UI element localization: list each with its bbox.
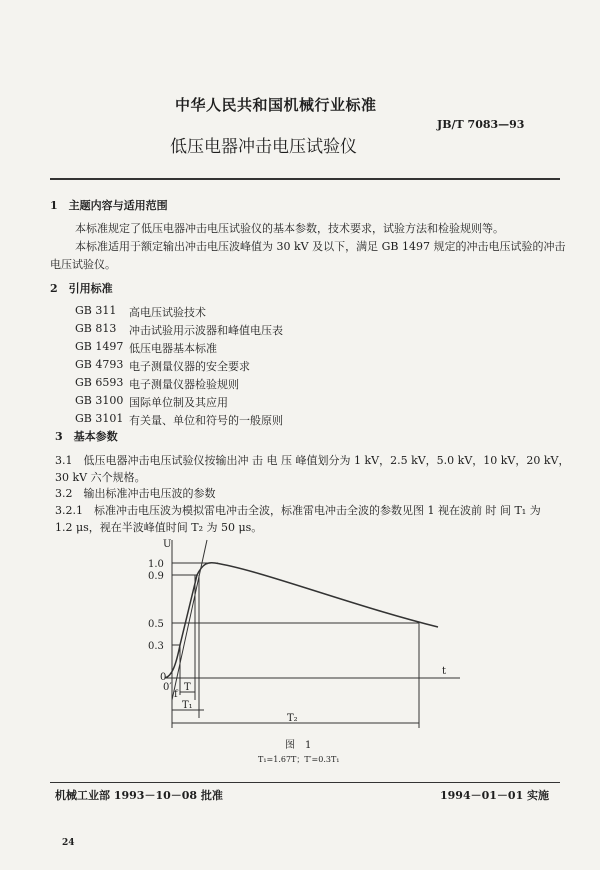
section-1-paragraph-1: 本标准规定了低压电器冲击电压试验仪的基本参数，技术要求，试验方法和检验规则等。 [75, 222, 504, 235]
impulse-curve [165, 563, 438, 678]
issuing-body: 中华人民共和国机械行业标准 [175, 96, 377, 114]
level-label-1.0: 1.0 [148, 559, 164, 570]
ref-code: GB 6593 [75, 376, 124, 389]
section-2-heading: 2 引用标准 [50, 282, 113, 295]
section-1-paragraph-2-cont: 电压试验仪。 [50, 258, 116, 271]
ref-title: 国际单位制及其应用 [129, 396, 228, 409]
f-label: f [174, 689, 178, 700]
clause-3-1: 3.1 低压电器冲击电压试验仪按输出冲 击 电 压 峰值划分为 1 kV，2.5 kV，5.0 kV，10 kV，20 kV， [55, 454, 570, 467]
ref-code: GB 4793 [75, 358, 124, 371]
ref-title: 有关量、单位和符号的一般原则 [129, 414, 283, 427]
document-title: 低压电器冲击电压试验仪 [170, 137, 357, 157]
section-1-heading: 1 主题内容与适用范围 [50, 199, 168, 212]
x-axis-label: t [442, 666, 447, 677]
clause-3-2-1: 3.2.1 标准冲击电压波为模拟雷电冲击全波，标准雷电冲击全波的参数见图 1 视在波前 时 间 T₁ 为 [55, 504, 541, 517]
ref-title: 冲击试验用示波器和峰值电压表 [129, 324, 283, 337]
figure-caption: 图 1 [285, 740, 312, 751]
t2-label: T₂ [287, 713, 298, 724]
t1-label: T₁ [182, 700, 193, 711]
origin-label: 0′ [163, 682, 172, 693]
y-axis-label: U [163, 539, 172, 550]
ref-code: GB 3100 [75, 394, 124, 407]
effective-date: 1994－01－01 实施 [440, 789, 550, 802]
section-3-heading: 3 基本参数 [55, 430, 118, 443]
standard-code: JB/T 7083—93 [437, 118, 525, 131]
page-number: 24 [62, 838, 75, 848]
level-label-0: 0 [160, 672, 167, 683]
t-label: T [184, 682, 191, 693]
ref-code: GB 813 [75, 322, 117, 335]
level-label-0.3: 0.3 [148, 641, 164, 652]
ref-code: GB 3101 [75, 412, 124, 425]
front-tangent-line [172, 540, 207, 700]
level-label-0.5: 0.5 [148, 619, 164, 630]
approval-date: 机械工业部 1993－10－08 批准 [55, 789, 223, 802]
clause-3-2: 3.2 输出标准冲击电压波的参数 [55, 487, 216, 500]
footer-divider [50, 782, 560, 783]
figure-formula: T₁=1.67T；T′=0.3T₁ [258, 755, 340, 764]
ref-title: 高电压试验技术 [129, 306, 206, 319]
level-label-0.9: 0.9 [148, 571, 164, 582]
ref-title: 电子测量仪器的安全要求 [129, 360, 250, 373]
clause-3-2-1-cont: 1.2 μs，视在半波峰值时间 T₂ 为 50 μs。 [55, 521, 263, 534]
ref-title: 电子测量仪器检验规则 [129, 378, 239, 391]
ref-code: GB 1497 [75, 340, 124, 353]
section-1-paragraph-2: 本标准适用于额定输出冲击电压波峰值为 30 kV 及以下，满足 GB 1497 规定的冲击电压试验的冲击 [75, 240, 566, 253]
clause-3-1-cont: 30 kV 六个规格。 [55, 471, 146, 484]
ref-code: GB 311 [75, 304, 117, 317]
ref-title: 低压电器基本标准 [129, 342, 217, 355]
